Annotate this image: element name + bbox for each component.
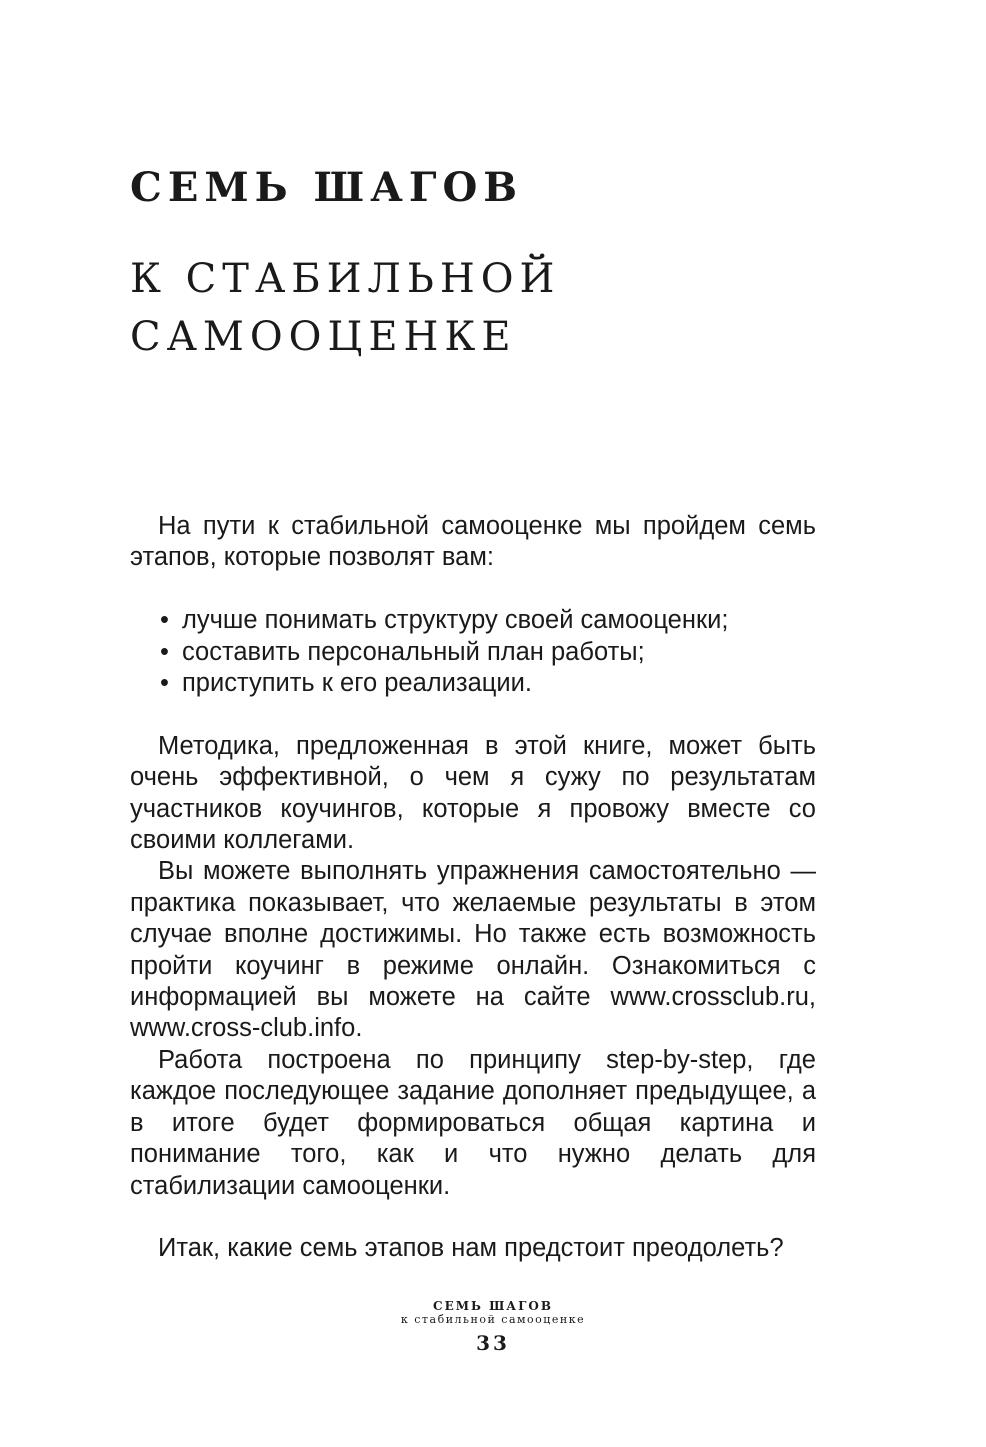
running-footer-subtitle: к стабильной самооценке: [400, 1313, 586, 1326]
chapter-subtitle-line-2: САМООЦЕНКЕ: [130, 314, 517, 360]
list-item-text: составить персональный план работы;: [182, 637, 645, 666]
list-item: [158, 605, 816, 636]
intro-line-2: этапов, которые позволят вам:: [130, 543, 494, 572]
spacer: [130, 1202, 816, 1233]
spacer: [130, 699, 816, 730]
bullet-icon: •: [160, 669, 169, 698]
bullet-icon: •: [160, 606, 169, 635]
chapter-subtitle: [130, 250, 560, 366]
chapter-title: СЕМЬ ШАГОВ: [130, 164, 524, 211]
closing-question: Итак, какие семь этапов нам предстоит преодолеть?: [158, 1234, 784, 1263]
bullet-list: [130, 605, 816, 699]
bullet-icon: •: [160, 637, 169, 666]
list-item: [158, 637, 816, 668]
list-item-text: лучше понимать структуру своей самооценки;: [182, 606, 729, 635]
paragraph-methodology: Методика, предложенная в этой книге, может быть очень эффективной, о чем я сужу по результатам участников коучингов, которые я провожу вместе со своими коллегами.: [130, 731, 816, 855]
running-footer-title: СЕМЬ ШАГОВ: [433, 1299, 553, 1313]
list-item-text: приступить к его реализации.: [182, 669, 532, 698]
paragraph-exercises: Вы можете выполнять упражнения самостоятельно — практика показывает, что желаемые результаты в этом случае вполне достижимы. Но также есть возможность пройти коучинг в режиме онлайн. Ознакомиться с информацией вы можете на сайте www.crossclub.ru, www.cross-club.info.: [130, 857, 816, 1043]
intro-line-1: На пути к стабильной самооценке мы пройдем семь: [158, 512, 816, 540]
page-number: 33: [476, 1331, 510, 1355]
body-text: [130, 511, 816, 1265]
list-item: [158, 668, 816, 699]
chapter-subtitle-line-1: К СТАБИЛЬНОЙ: [130, 256, 561, 302]
intro-paragraph: [130, 511, 816, 542]
spacer: [130, 574, 816, 605]
intro-paragraph-continued: [130, 542, 816, 573]
paragraph-step-by-step: Работа построена по принципу step-by-step, где каждое последующее задание дополняет предыдущее, а в итоге будет формироваться общая картина и понимание того, как и что нужно делать для стабилизации самооценки.: [130, 1045, 816, 1200]
